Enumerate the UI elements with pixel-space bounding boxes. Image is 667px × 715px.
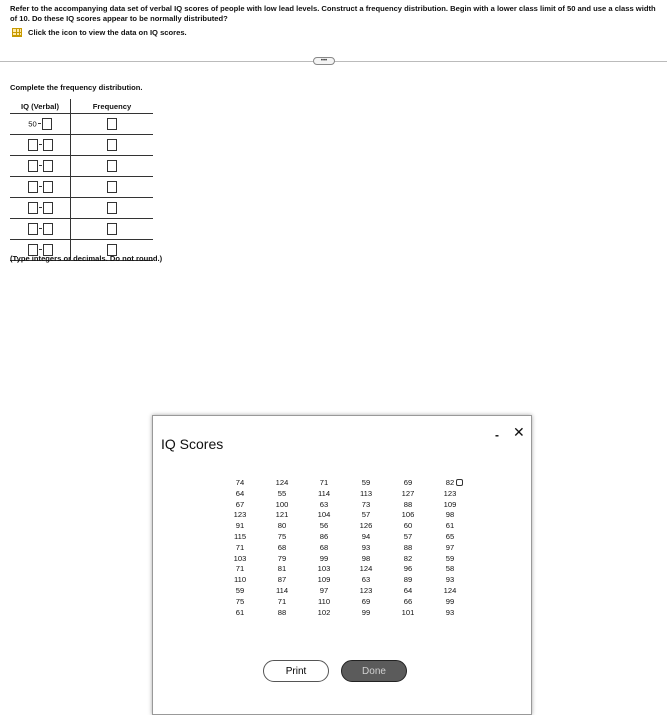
data-cell: 91: [235, 521, 245, 531]
data-cell: 99: [319, 553, 329, 563]
data-cell: 63: [319, 499, 329, 509]
data-cell: 64: [403, 585, 413, 595]
data-cell: 82: [445, 478, 455, 487]
iq-scores-dialog: [152, 415, 532, 715]
data-cell: 88: [277, 607, 287, 617]
question-prompt: Refer to the accompanying data set of verbal IQ scores of people with low lead levels. Construct a frequency distribution. Begin with a lower class limit of 50 and use a class width of 10. Do these IQ scores appear to be normally distributed?: [10, 4, 656, 23]
data-cell: 124: [359, 564, 373, 574]
class-limits-cell: [10, 219, 71, 240]
iq-column-header: IQ (Verbal): [10, 99, 71, 114]
data-cell: 113: [359, 488, 373, 498]
frequency-row: [10, 114, 153, 135]
range-dash: [38, 123, 41, 124]
lower-limit-input[interactable]: [28, 139, 38, 151]
data-row: [219, 543, 471, 554]
data-cell: 103: [317, 564, 331, 574]
close-icon[interactable]: ✕: [513, 424, 525, 440]
frequency-column-header: Frequency: [71, 99, 154, 114]
data-cell: 61: [445, 521, 455, 531]
data-cell: 66: [403, 596, 413, 606]
data-cell: 93: [361, 542, 371, 552]
data-cell: 109: [443, 499, 457, 509]
frequency-row: [10, 219, 153, 240]
data-cell: 127: [401, 488, 415, 498]
data-cell: 69: [403, 478, 413, 487]
data-cell: 61: [235, 607, 245, 617]
data-link-row[interactable]: [12, 28, 187, 37]
frequency-input[interactable]: [107, 160, 117, 172]
data-row: [219, 500, 471, 511]
data-cell: 97: [445, 542, 455, 552]
frequency-input[interactable]: [107, 118, 117, 130]
data-cell: 57: [403, 531, 413, 541]
data-cell: 93: [445, 575, 455, 585]
data-row: [219, 586, 471, 597]
data-cell: 99: [445, 596, 455, 606]
frequency-instruction: Complete the frequency distribution.: [10, 83, 143, 92]
data-cell: 87: [277, 575, 287, 585]
range-dash: [39, 144, 42, 145]
lower-limit-input[interactable]: [28, 202, 38, 214]
data-cell: 56: [319, 521, 329, 531]
lower-limit-input[interactable]: [28, 223, 38, 235]
data-cell: 68: [277, 542, 287, 552]
frequency-input[interactable]: [107, 181, 117, 193]
frequency-table: [10, 99, 153, 261]
upper-limit-input[interactable]: [43, 160, 53, 172]
data-cell: 123: [359, 585, 373, 595]
frequency-cell: [71, 156, 154, 177]
answer-hint: (Type integers or decimals. Do not round.): [10, 254, 163, 263]
copy-icon[interactable]: [456, 479, 463, 486]
data-cell: 93: [445, 607, 455, 617]
data-cell: 98: [445, 510, 455, 520]
data-cell: 123: [443, 488, 457, 498]
first-lower-limit: 50: [28, 119, 37, 129]
upper-limit-input[interactable]: [42, 118, 52, 130]
data-row: [219, 575, 471, 586]
expand-button[interactable]: •••: [313, 57, 335, 65]
data-cell: 89: [403, 575, 413, 585]
data-link-text: Click the icon to view the data on IQ scores.: [28, 28, 187, 37]
data-row: [219, 554, 471, 565]
data-cell: 88: [403, 542, 413, 552]
data-cell: 67: [235, 499, 245, 509]
frequency-cell: [71, 198, 154, 219]
frequency-input[interactable]: [107, 139, 117, 151]
data-cell: 109: [317, 575, 331, 585]
data-row: [219, 521, 471, 532]
data-cell: 104: [317, 510, 331, 520]
data-cell: 82: [403, 553, 413, 563]
data-cell: 88: [403, 499, 413, 509]
print-button[interactable]: Print: [263, 660, 329, 682]
frequency-cell: [71, 177, 154, 198]
data-cell: 106: [401, 510, 415, 520]
data-cell: 110: [317, 596, 331, 606]
data-row: [219, 597, 471, 608]
upper-limit-input[interactable]: [43, 181, 53, 193]
data-cell: 71: [277, 596, 287, 606]
data-cell: 65: [445, 531, 455, 541]
minimize-icon[interactable]: -: [495, 428, 499, 442]
iq-data-table: [219, 478, 471, 618]
data-cell: 97: [319, 585, 329, 595]
frequency-cell: [71, 219, 154, 240]
data-cell: 114: [275, 585, 289, 595]
frequency-input[interactable]: [107, 202, 117, 214]
data-cell: 59: [361, 478, 371, 487]
data-cell: 101: [401, 607, 415, 617]
data-cell: 55: [277, 488, 287, 498]
data-cell: 80: [277, 521, 287, 531]
data-cell: 57: [361, 510, 371, 520]
data-cell: 96: [403, 564, 413, 574]
frequency-cell: [71, 135, 154, 156]
data-cell: 102: [317, 607, 331, 617]
data-cell: 99: [361, 607, 371, 617]
data-cell: 121: [275, 510, 289, 520]
data-cell: 59: [445, 553, 455, 563]
data-table-icon[interactable]: [12, 28, 22, 37]
lower-limit-input[interactable]: [28, 160, 38, 172]
data-row: [219, 489, 471, 500]
frequency-row: [10, 198, 153, 219]
upper-limit-input[interactable]: [43, 202, 53, 214]
data-cell: 79: [277, 553, 287, 563]
class-limits-cell: [10, 135, 71, 156]
data-cell: 64: [235, 488, 245, 498]
data-cell: 124: [275, 478, 289, 487]
range-dash: [39, 165, 42, 166]
data-row: [219, 510, 471, 521]
data-cell: 124: [443, 585, 457, 595]
data-cell: 123: [233, 510, 247, 520]
class-limits-cell: [10, 177, 71, 198]
data-cell: 71: [235, 564, 245, 574]
lower-limit-input[interactable]: [28, 181, 38, 193]
data-cell: 58: [445, 564, 455, 574]
frequency-row: [10, 156, 153, 177]
class-limits-cell: [10, 198, 71, 219]
frequency-row: [10, 177, 153, 198]
data-cell: 60: [403, 521, 413, 531]
frequency-cell: [71, 114, 154, 135]
data-row: [219, 564, 471, 575]
range-dash: [39, 207, 42, 208]
data-cell: 81: [277, 564, 287, 574]
data-cell: 110: [233, 575, 247, 585]
data-cell: 115: [233, 531, 247, 541]
data-cell: 103: [233, 553, 247, 563]
frequency-input[interactable]: [107, 223, 117, 235]
data-cell: 100: [275, 499, 289, 509]
data-row: [219, 478, 471, 489]
data-row: [219, 532, 471, 543]
data-cell: 126: [359, 521, 373, 531]
data-cell: 71: [319, 478, 329, 487]
data-cell: 75: [277, 531, 287, 541]
range-dash: [39, 249, 42, 250]
done-button[interactable]: Done: [341, 660, 407, 682]
frequency-row: [10, 135, 153, 156]
class-limits-cell: [10, 156, 71, 177]
upper-limit-input[interactable]: [43, 223, 53, 235]
class-limits-cell: [10, 114, 71, 135]
data-cell: 73: [361, 499, 371, 509]
data-cell: 94: [361, 531, 371, 541]
upper-limit-input[interactable]: [43, 139, 53, 151]
data-cell: 98: [361, 553, 371, 563]
range-dash: [39, 228, 42, 229]
data-cell: 75: [235, 596, 245, 606]
data-cell: 69: [361, 596, 371, 606]
data-cell: 68: [319, 542, 329, 552]
data-cell: 86: [319, 531, 329, 541]
data-cell: 71: [235, 542, 245, 552]
data-row: [219, 608, 471, 619]
data-cell: 59: [235, 585, 245, 595]
range-dash: [39, 186, 42, 187]
dialog-title: IQ Scores: [161, 436, 224, 452]
data-cell: 74: [235, 478, 245, 487]
data-cell: 63: [361, 575, 371, 585]
data-cell: 114: [317, 488, 331, 498]
